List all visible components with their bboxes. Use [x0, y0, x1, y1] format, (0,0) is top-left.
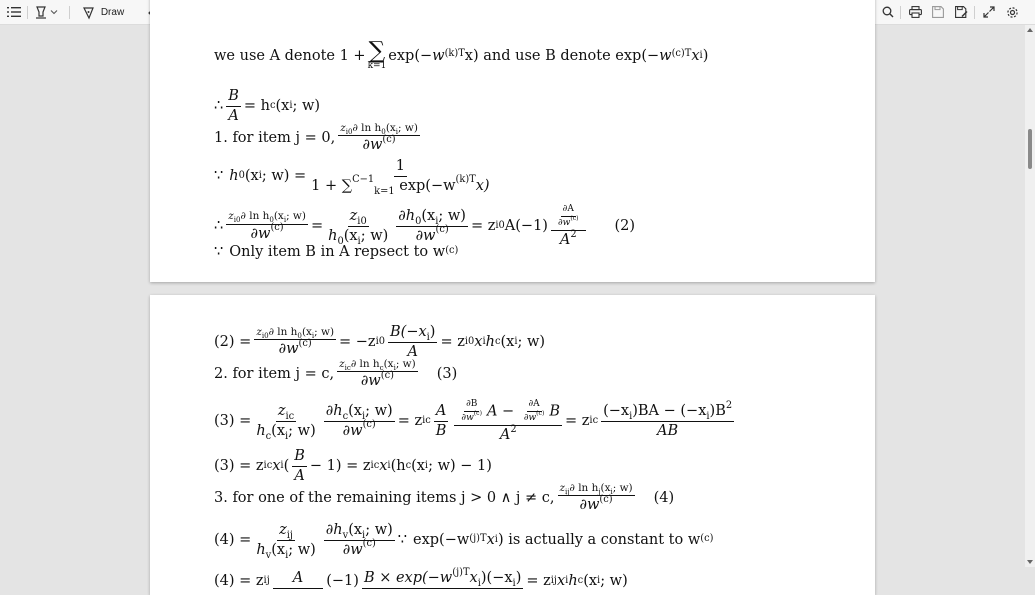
eq-text: we use A denote 1 + [214, 47, 366, 64]
eq-var: ∂w [362, 137, 383, 154]
equation-number: (2) [614, 217, 636, 234]
eq-text: ∂ ln h [350, 358, 380, 370]
eq-text: = z [526, 572, 551, 589]
numerator [324, 404, 395, 422]
fraction [338, 123, 420, 153]
eq-text: ( [283, 457, 290, 474]
fraction [226, 89, 241, 123]
scrollbar-thumb[interactable] [1028, 129, 1032, 169]
fraction [254, 522, 317, 561]
eq-text: (x [271, 541, 286, 558]
eq-var: x [556, 572, 566, 589]
because-symbol: ∵ [214, 244, 224, 260]
eq-sub: i [435, 216, 439, 228]
eq-text: (x [275, 97, 290, 114]
eq-var: x [486, 531, 495, 548]
numerator [276, 404, 296, 422]
eq-var: x [469, 570, 478, 586]
eq-var: ∂h [398, 208, 416, 225]
eq-sup: (c) [599, 494, 613, 506]
eq-text: (h [390, 457, 406, 474]
eq-var: x) [475, 177, 490, 194]
numerator [324, 523, 395, 541]
pdf-page-4 [150, 295, 875, 595]
eq-text: ; w) [286, 210, 306, 223]
eq-text: (−1) [326, 572, 359, 589]
eq-text: x) and use B denote exp(− [464, 47, 660, 64]
denominator [556, 217, 581, 228]
eq-var: A [499, 426, 511, 443]
eq-line-item-c [214, 359, 457, 389]
eq-var: z [559, 482, 566, 494]
numerator [454, 400, 562, 426]
denominator: A [228, 107, 239, 124]
eq-sup: 2 [725, 399, 733, 411]
eq-sub: i [357, 235, 361, 247]
eq-sub: ic [285, 411, 295, 423]
numerator [277, 523, 295, 541]
because-symbol: ∵ [214, 167, 224, 184]
eq-sub: v [342, 529, 349, 541]
search-icon [882, 6, 894, 18]
eq-text: ) [702, 47, 709, 64]
eq-text: ) is actually a constant to w [497, 531, 701, 548]
therefore-symbol: ∴ [214, 217, 224, 234]
eq-sup: (c) [382, 134, 396, 146]
highlighter-icon [35, 6, 47, 19]
eq-sub: i0 [233, 215, 241, 225]
eq-sup: (c) [570, 215, 579, 223]
eq-var: ∂w [557, 217, 571, 228]
save-as-icon [955, 6, 968, 18]
eq-var: ∂w [523, 412, 537, 423]
eq-sup: (c) [298, 338, 312, 350]
eq-var: ∂w [342, 422, 363, 439]
eq-line-b-over-a: ∴ $\frac{B}{A}$ = h c (x i ; w) [214, 88, 321, 124]
eq-sub: i [706, 411, 710, 423]
therefore-symbol: ∴ [214, 97, 224, 114]
denominator [359, 372, 396, 389]
eq-var: ∂w [342, 541, 363, 558]
eq-sub: c [342, 411, 349, 423]
equation-number: (3) [436, 365, 458, 382]
eq-text: − 1) = z [309, 457, 371, 474]
fraction [309, 158, 491, 197]
eq-text: ; w) [365, 403, 393, 420]
toolbar-divider [27, 6, 28, 19]
eq-text: )B [709, 403, 726, 420]
denominator [522, 412, 547, 423]
scroll-down-arrow-icon[interactable] [1027, 560, 1033, 564]
eq-var: w [659, 47, 672, 64]
eq-text: ∂ ln h [569, 482, 599, 494]
denominator [577, 496, 614, 513]
eq-sub: c [265, 430, 272, 442]
eq-sub: 0 [297, 331, 302, 341]
eq-text: (x [348, 522, 363, 538]
eq-text: ; w) = [261, 167, 307, 184]
eq-sup: (c) [435, 224, 449, 236]
pdf-page-3 [150, 0, 875, 282]
eq-text: (x [500, 333, 515, 350]
eq-sub: i [629, 411, 633, 423]
eq-text: Only item B in A repsect to w [229, 244, 446, 260]
denominator [341, 419, 378, 439]
eq-sup: (j)T [452, 566, 470, 578]
denominator [441, 589, 445, 591]
eq-sub: 0 [269, 215, 274, 225]
fraction [226, 211, 308, 241]
eq-text: ; w) [438, 208, 466, 225]
eq-sub: i [285, 430, 289, 442]
eq-var: ∂w [278, 341, 299, 358]
eq-var: B × exp(−w [363, 570, 453, 586]
eq-var: z [279, 522, 287, 538]
numerator: A [273, 571, 323, 589]
eq-sub: i0 [345, 127, 353, 137]
eq-text: (x [244, 167, 259, 184]
eq-sub: 0 [337, 235, 344, 247]
summation-symbol: ∑ k=1 [367, 37, 387, 71]
eq-text: ; w) [398, 122, 418, 134]
fraction [292, 449, 307, 483]
contents-list-icon[interactable] [6, 2, 22, 22]
eq-var: h [485, 333, 495, 350]
eq-var: z [277, 403, 286, 420]
denominator: A [407, 343, 418, 360]
eq-line-remaining-items [214, 483, 674, 513]
eq-var: ∂w [250, 225, 271, 242]
eq-text: 3. for one of the remaining items j > 0 ∧ j ≠ c, [214, 489, 555, 506]
eq-var: A [559, 231, 571, 248]
eq-text: = z [397, 412, 423, 429]
eq-var: h [229, 167, 239, 184]
eq-line-result-2: (2) = $z_{i0}\partial$ $\ln h_0(x_i$; w) $\partial w^{(c)}$ = −z i0 $\frac{B(-x_i)}{A}$ = z i0 x i h c (x i ; w) [214, 324, 546, 360]
denominator [459, 412, 484, 423]
denominator [341, 538, 378, 558]
eq-sub: v [265, 549, 272, 561]
eq-line-only-item-b: ∵ Only item B in A repsect to w $^{(c)}$ [214, 244, 459, 260]
expand-icon [983, 6, 995, 18]
eq-text: = z [470, 217, 496, 234]
eq-text: exp(− [388, 47, 433, 64]
numerator: ∂A [561, 205, 576, 217]
eq-var: ∂h [325, 403, 343, 420]
numerator [396, 209, 468, 227]
pen-icon [82, 6, 95, 19]
numerator [388, 325, 437, 343]
eq-var: z [339, 358, 345, 370]
eq-text: (x [421, 208, 436, 225]
eq-sub: i [361, 411, 366, 423]
numerator: B [226, 89, 241, 107]
eq-text: 1. for item j = 0, [214, 129, 336, 146]
denominator [326, 227, 390, 247]
eq-text: ; w) [395, 358, 416, 370]
eq-var: w [432, 47, 445, 64]
denominator [296, 589, 300, 591]
full-screen-button[interactable] [981, 2, 997, 22]
denominator [277, 340, 314, 357]
sum-lower-limit: k=1 [367, 60, 387, 71]
fraction [324, 523, 395, 557]
eq-line-expand-4: (4) = $z_{ij}$ $h_v(x_i$; w) $\frac{\partial h_v(x_i; w)}{\partial w^{(c)}}$ ∵ exp(−w $^{(j)T}$ x i ) is actually a constant to w $^{(c)}$ [214, 522, 714, 561]
eq-sub: ij [565, 487, 570, 497]
eq-var: z [256, 326, 262, 339]
fraction [459, 400, 484, 423]
eq-text: ; w) [292, 97, 321, 114]
numerator [601, 399, 734, 423]
eq-line-derivative-2: ∴ $z_{i0}\partial$ $\ln h_0(x_i$; w) $\partial w^{(c)}$ = $\frac{z_{i0}}{h_0(x_i; w)}$ $\frac{\partial h_0(x_i; w)}{\partial w^{(c)}}$ = z i0 A(−1) $\frac{\partial A}{\partial w^{(c)}}$ $A^2$ (2) [214, 204, 636, 248]
numerator [254, 327, 336, 340]
denominator [558, 228, 579, 248]
denominator [254, 422, 317, 442]
eq-text: (x [600, 482, 611, 494]
save-as-button[interactable] [953, 2, 969, 22]
eq-text: (x [271, 422, 286, 439]
scroll-up-arrow-icon[interactable] [1027, 28, 1033, 32]
eq-sub: 0 [381, 127, 386, 137]
eq-text: (4) = [214, 531, 252, 548]
eq-text: ∂ ln h [240, 210, 270, 223]
denominator [360, 136, 397, 153]
highlight-button[interactable] [33, 2, 59, 22]
eq-text: ; w) [365, 522, 393, 538]
eq-var: h [328, 227, 338, 244]
numerator: ∂A [527, 400, 542, 412]
eq-sub: i0 [261, 331, 269, 341]
denominator [498, 423, 519, 443]
eq-text: (2) = [214, 333, 252, 350]
eq-sup: 2 [510, 423, 517, 435]
denominator [414, 224, 451, 244]
eq-sub: ic [344, 363, 351, 373]
numerator [337, 359, 418, 372]
numerator [338, 123, 420, 136]
eq-text: = −z [339, 333, 376, 350]
eq-text: (x [583, 572, 598, 589]
print-button[interactable] [907, 2, 923, 22]
save-button[interactable] [930, 2, 946, 22]
eq-text: 2. for item j = c, [214, 365, 335, 382]
eq-text: (x [273, 210, 284, 223]
eq-sub: i [512, 577, 516, 589]
eq-var: x [474, 333, 483, 350]
eq-line-h0-definition: ∵ h 0 (x i ; w) = $\frac{1}{1 + \sum^{C-1}_{k=1} \exp(-w^{(k)T}x)}$ [214, 158, 490, 197]
eq-var: ∂w [461, 412, 474, 423]
eq-text: (3) = z [214, 457, 264, 474]
eq-sub: c [379, 363, 384, 373]
eq-text: (x [343, 227, 358, 244]
eq-var: z [340, 122, 346, 134]
numerator: B [292, 449, 307, 467]
eq-var: x [691, 47, 700, 64]
eq-text: exp(−w [413, 531, 470, 548]
numerator: 1 [394, 159, 407, 177]
toolbar-divider [974, 6, 975, 19]
eq-sub: i [426, 331, 430, 343]
eq-text: = [310, 217, 324, 234]
toolbar-divider [69, 6, 70, 19]
save-disk-icon [932, 6, 944, 18]
eq-sup: (c) [362, 538, 376, 550]
fraction [254, 403, 317, 442]
draw-label: Draw [100, 6, 125, 18]
eq-var: h [568, 572, 578, 589]
eq-sub: i0 [357, 216, 367, 228]
eq-sub: i [362, 529, 366, 541]
eq-sub: 0 [415, 216, 422, 228]
chevron-down-icon [50, 9, 58, 15]
draw-button[interactable] [80, 2, 126, 22]
eq-text: )(−x [480, 570, 513, 586]
eq-text: ; w) [288, 422, 316, 439]
gear-icon [1006, 6, 1019, 19]
eq-var: z [349, 208, 358, 225]
eq-sup: (c) [536, 410, 545, 418]
eq-text: exp(−w [394, 177, 456, 194]
eq-var: x [272, 457, 281, 474]
eq-sup: (c) [473, 410, 482, 418]
eq-text: = z [565, 412, 590, 429]
eq-text: (x [301, 326, 312, 339]
eq-line-notation: we use A denote 1 + ∑ k=1 exp(− w $^{(k)T}$ x) and use B denote exp(− w $^{(c)T}$ x i ) [214, 37, 709, 71]
eq-text: ; w) [288, 541, 316, 558]
fraction [551, 205, 586, 247]
eq-text: ; w) [612, 482, 633, 494]
eq-sup: (c) [362, 419, 376, 431]
search-button[interactable] [880, 2, 896, 22]
eq-text: A(−1) [504, 217, 548, 234]
equation-number: (4) [653, 489, 675, 506]
numerator: ∂B [464, 400, 479, 412]
eq-sup: (k)T [455, 174, 476, 186]
eq-sup: C−1 [352, 174, 375, 186]
eq-var: ∂h [325, 522, 343, 538]
denominator: B [435, 422, 447, 439]
eq-text: ; w) [517, 333, 546, 350]
eq-sub: k=1 [374, 185, 395, 197]
numerator [348, 209, 369, 227]
because-symbol: ∵ [397, 531, 408, 548]
eq-var: h [256, 541, 266, 558]
denominator [254, 541, 317, 561]
eq-text: = h [243, 97, 270, 114]
vertical-scrollbar[interactable] [1025, 25, 1035, 567]
eq-text: ; w) [600, 572, 628, 589]
eq-var: ∂w [579, 497, 600, 514]
eq-var: ∂w [360, 373, 381, 390]
eq-var: z [228, 210, 234, 223]
eq-text: (x [385, 122, 396, 134]
eq-text: = z [440, 333, 465, 350]
eq-sub: i [283, 215, 287, 225]
eq-line-item-0 [214, 123, 423, 153]
denominator: A [294, 467, 305, 484]
eq-var: h [256, 422, 266, 439]
numerator [226, 211, 308, 224]
numerator: A [434, 404, 448, 422]
eq-sub: i [393, 363, 396, 373]
eq-text: (4) = z [214, 572, 264, 589]
fraction [337, 359, 418, 389]
eq-var: ∂w [415, 227, 436, 244]
fraction [388, 325, 437, 359]
eq-line-result-3: (3) = z ic x i ( $\frac{B}{A}$ − 1) = z ic x i (h c (x i ; w) − 1) [214, 448, 492, 484]
eq-text: (−x [603, 403, 630, 420]
fraction [601, 399, 734, 439]
eq-var: A − [486, 403, 515, 420]
eq-sub: i [477, 577, 481, 589]
numerator [558, 483, 635, 496]
eq-sub: i [395, 127, 399, 137]
numerator [551, 205, 586, 231]
denominator [249, 222, 286, 242]
denominator [309, 174, 491, 197]
eq-text: 1 + ∑ [311, 177, 353, 194]
eq-sup: 2 [570, 228, 577, 240]
eq-text: )BA − (−x [632, 403, 707, 420]
fraction [556, 205, 581, 228]
fraction [254, 327, 336, 357]
eq-sup: (c) [270, 222, 284, 234]
eq-text: ) [515, 570, 522, 586]
fraction [522, 400, 547, 423]
fraction [396, 209, 468, 243]
eq-var: B [549, 403, 561, 420]
fraction [558, 483, 635, 513]
eq-text: (x [411, 457, 425, 474]
eq-text: ∂ ln h [268, 326, 298, 339]
eq-text: ; w) [360, 227, 389, 244]
eq-text: ; w) [314, 326, 335, 339]
eq-text: ; w) − 1) [428, 457, 492, 474]
eq-line-partial-4: (4) = z ij A (−1) $B \times \exp(-w^{(j)T}x_i)(-x_i)$ = z ij x i h c (x i ; w) [214, 566, 628, 589]
eq-sub: j [598, 487, 601, 497]
eq-text: ) [429, 324, 436, 340]
fraction [324, 404, 395, 438]
eq-sub: i [610, 487, 613, 497]
fraction [434, 404, 449, 438]
fraction [454, 400, 562, 442]
eq-text: (3) = [214, 412, 252, 429]
eq-line-expand-3: (3) = $z_{ic}$ $h_c(x_i$; w) $\frac{\partial h_c(x_i; w)}{\partial w^{(c)}}$ = z ic $\frac{A}{B}$ $\frac{\partial B}{\partial w^{(c)}}$ A − $\frac{\partial A}{\partial w^{(c)}}$ B $A^2$ = z ic $\frac{(-x_i)BA - (-x_i)B^2}{AB}$ [214, 399, 733, 443]
eq-var: B(−x [390, 324, 427, 340]
numerator [362, 566, 523, 589]
fraction [362, 566, 523, 591]
eq-sub: i [285, 549, 289, 561]
eq-var: x [379, 457, 388, 474]
eq-sup: (c) [380, 370, 394, 382]
eq-text: ∂ ln h [352, 122, 382, 134]
settings-button[interactable] [1004, 2, 1020, 22]
eq-text: (x [348, 403, 362, 420]
eq-sub: i [311, 331, 315, 341]
toolbar-divider [900, 6, 901, 19]
denominator: AB [657, 422, 679, 439]
fraction [326, 208, 390, 247]
fraction [273, 571, 323, 591]
eq-text: (x [383, 358, 394, 370]
eq-sub: ij [286, 529, 293, 541]
printer-icon [909, 6, 922, 18]
